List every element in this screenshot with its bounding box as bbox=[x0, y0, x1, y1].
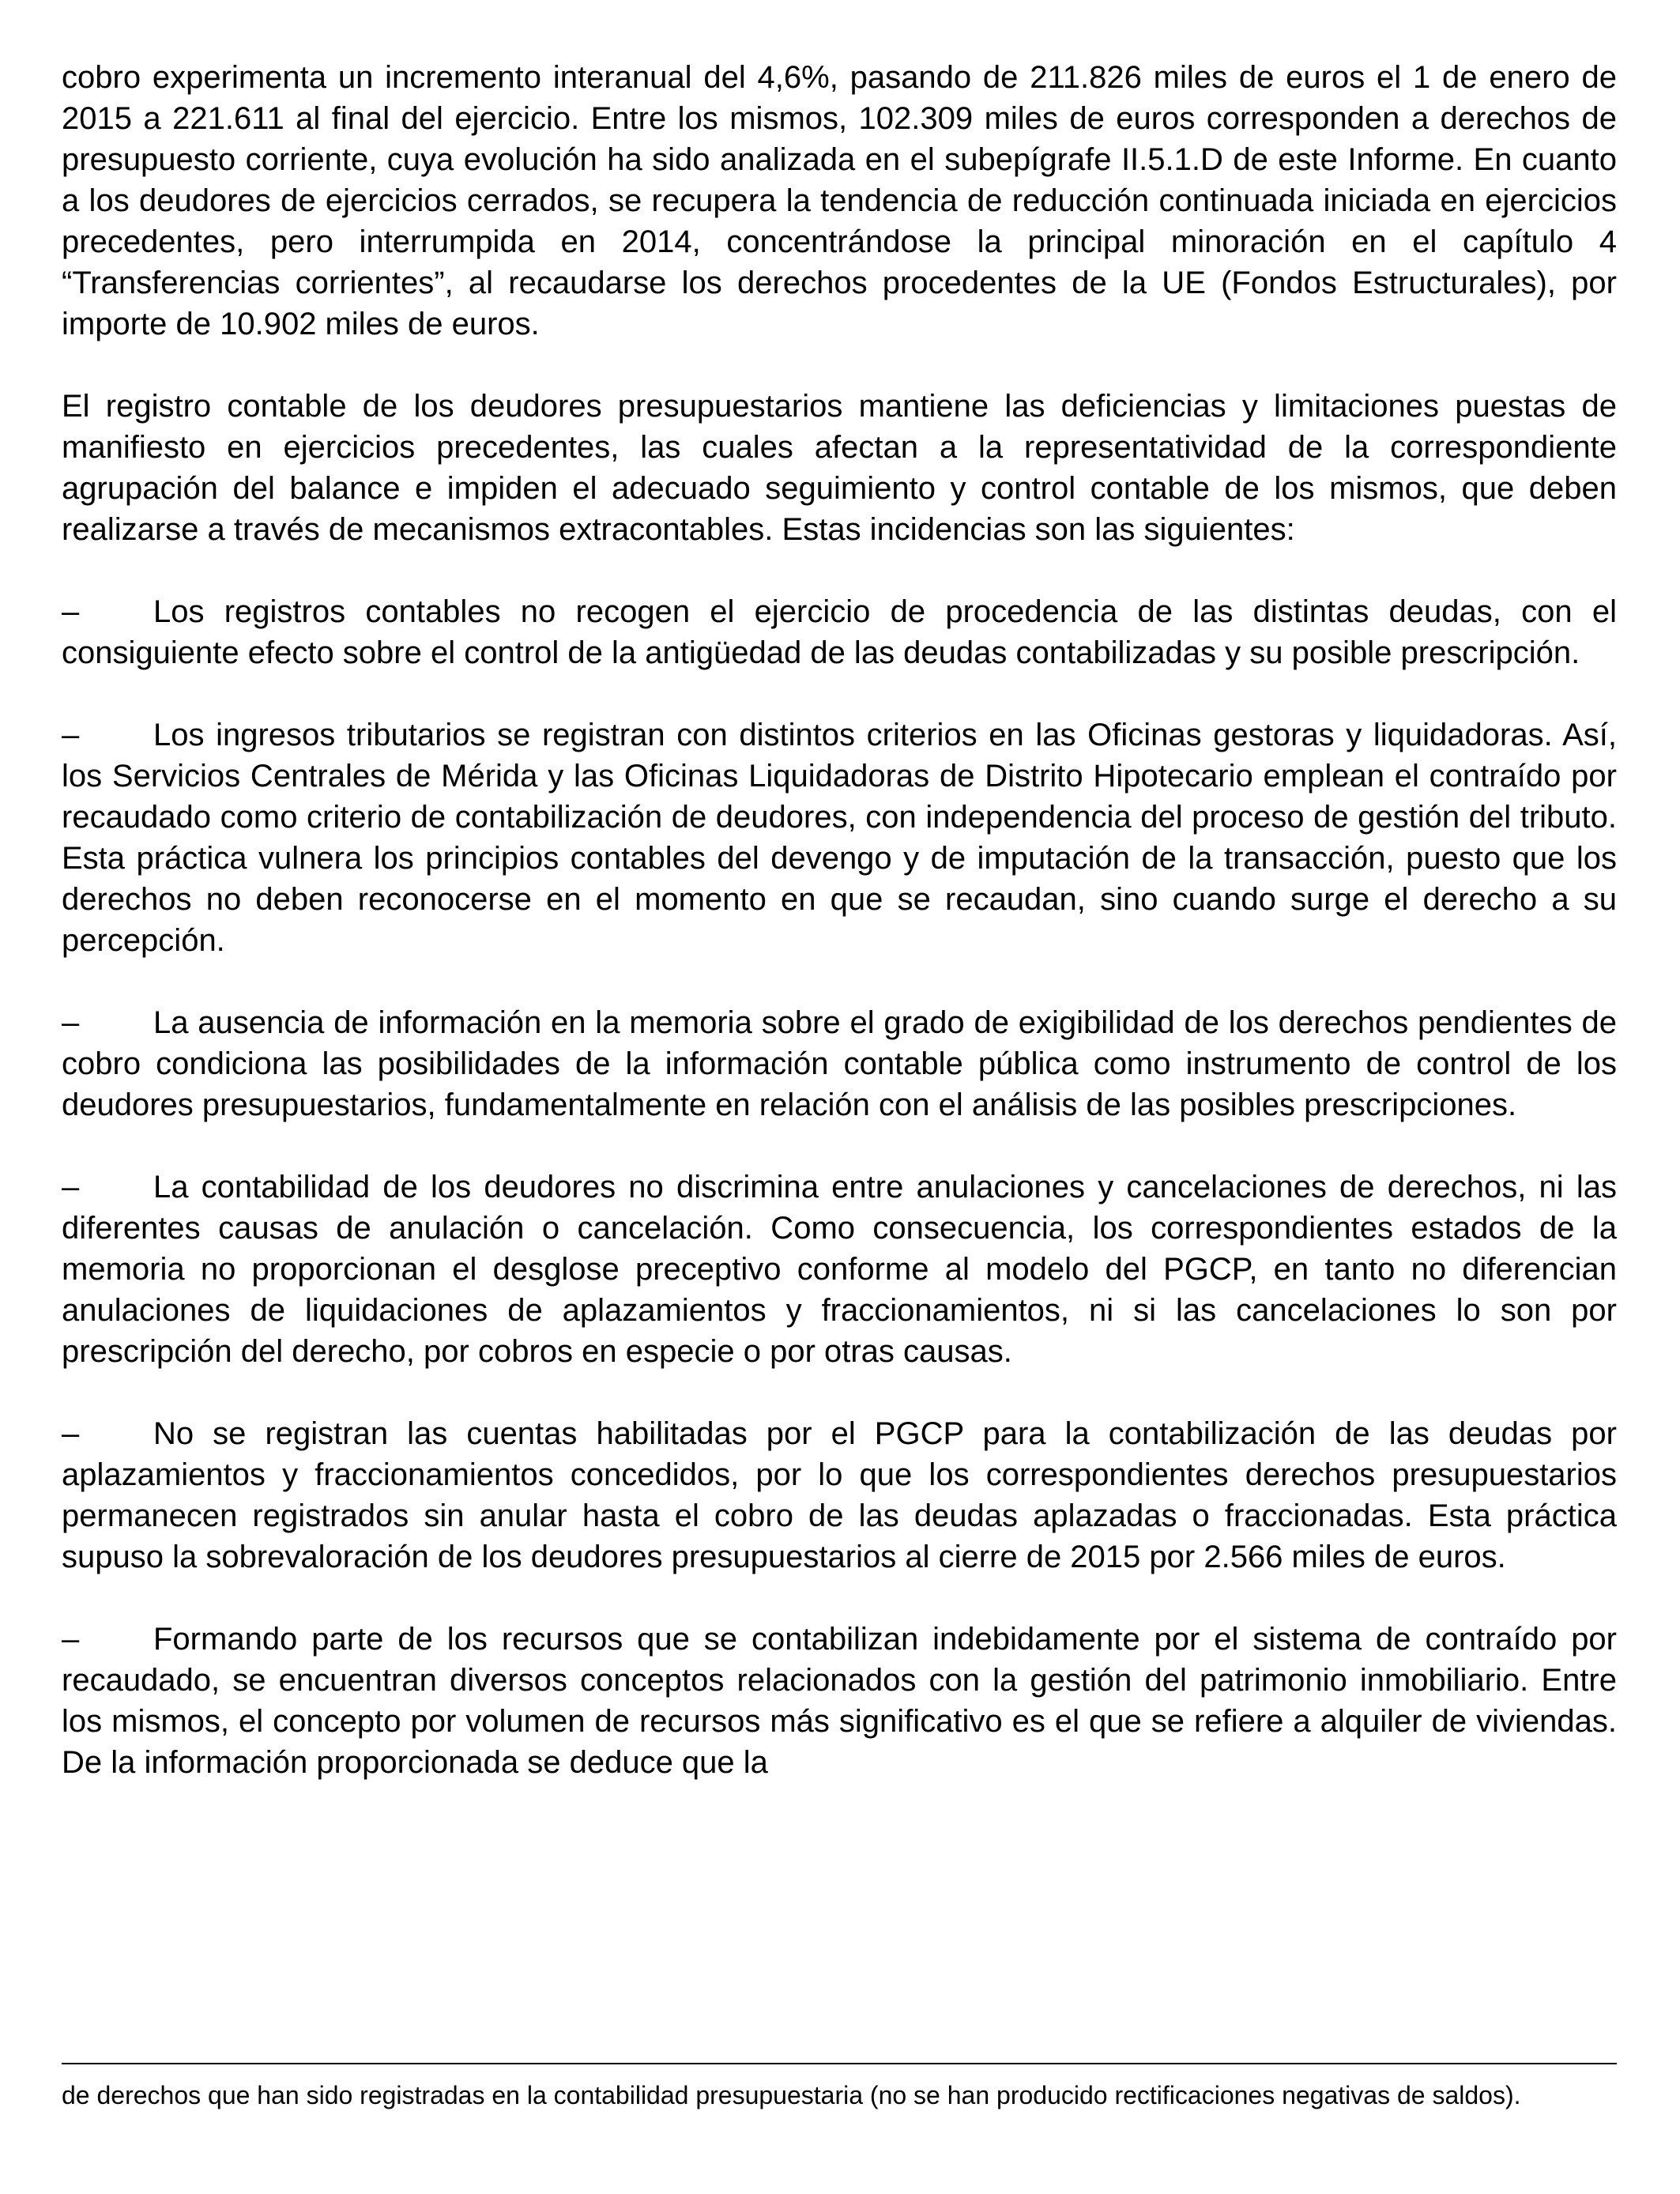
bullet-dash: – bbox=[62, 594, 80, 629]
bullet-text: Formando parte de los recursos que se contabilizan indebidamente por el sistema de contraído por recaudado, se encuentran diversos conceptos relacionados con la gestión del patrimonio inmobiliario. Entre los mismos, el concepto por volumen de recursos más significativo es el que se refiere a alquiler de viviendas. De la información proporcionada se deduce que la bbox=[62, 1622, 1617, 1780]
bullet-item bbox=[62, 714, 1617, 961]
bullet-item bbox=[62, 1413, 1617, 1578]
bullet-text: La contabilidad de los deudores no discrimina entre anulaciones y cancelaciones de derechos, ni las diferentes causas de anulación o cancelación. Como consecuencia, los correspondientes estados de la memoria no proporcionan el desglose preceptivo conforme al modelo del PGCP, en tanto no diferencian anulaciones de liquidaciones de aplazamientos y fraccionamientos, ni si las cancelaciones lo son por prescripción del derecho, por cobros en especie o por otras causas. bbox=[62, 1170, 1617, 1369]
bullet-text: Los ingresos tributarios se registran con distintos criterios en las Oficinas gestoras y liquidadoras. Así, los Servicios Centrales de Mérida y las Oficinas Liquidadoras de Distrito Hipotecario emplean el contraído por recaudado como criterio de contabilización de deudores, con independencia del proceso de gestión del tributo. Esta práctica vulnera los principios contables del devengo y de imputación de la transacción, puesto que los derechos no deben reconocerse en el momento en que se recaudan, sino cuando surge el derecho a su percepción. bbox=[62, 718, 1617, 958]
bullet-text: No se registran las cuentas habilitadas por el PGCP para la contabilización de las deudas por aplazamientos y fraccionamientos concedidos, por lo que los correspondientes derechos presupuestarios permanecen registrados sin anular hasta el cobro de las deudas aplazadas o fraccionadas. Esta práctica supuso la sobrevaloración de los deudores presupuestarios al cierre de 2015 por 2.566 miles de euros. bbox=[62, 1416, 1617, 1574]
paragraph-registro-contable: El registro contable de los deudores presupuestarios mantiene las deficiencias y limitaciones puestas de manifiesto en ejercicios precedentes, las cuales afectan a la representatividad de la correspondiente agrupación del balance e impiden el adecuado seguimiento y control contable de los mismos, que deben realizarse a través de mecanismos extracontables. Estas incidencias son las siguientes: bbox=[62, 389, 1617, 547]
bullet-item bbox=[62, 1167, 1617, 1372]
footnote-divider bbox=[62, 2063, 1617, 2064]
document-body bbox=[62, 57, 1617, 1824]
bullet-dash: – bbox=[62, 1005, 80, 1040]
bullet-dash: – bbox=[62, 718, 80, 752]
bullet-dash: – bbox=[62, 1622, 80, 1657]
bullet-dash: – bbox=[62, 1170, 80, 1204]
paragraph-deudores-evolucion: cobro experimenta un incremento interanual del 4,6%, pasando de 211.826 miles de euros el 1 de enero de 2015 a 221.611 al final del ejercicio. Entre los mismos, 102.309 miles de euros corresponden a derechos de presupuesto corriente, cuya evolución ha sido analizada en el subepígrafe II.5.1.D de este Informe. En cuanto a los deudores de ejercicios cerrados, se recupera la tendencia de reducción continuada iniciada en ejercicios precedentes, pero interrumpida en 2014, concentrándose la principal minoración en el capítulo 4 “Transferencias corrientes”, al recaudarse los derechos procedentes de la UE (Fondos Estructurales), por importe de 10.902 miles de euros. bbox=[62, 60, 1617, 341]
bullet-dash: – bbox=[62, 1416, 80, 1451]
footnote-text: de derechos que han sido registradas en la contabilidad presupuestaria (no se han producido rectificaciones negativas de saldos). bbox=[62, 2081, 1521, 2109]
bullet-text: Los registros contables no recogen el ejercicio de procedencia de las distintas deudas, con el consiguiente efecto sobre el control de la antigüedad de las deudas contabilizadas y su posible prescripción. bbox=[62, 594, 1617, 670]
bullet-item bbox=[62, 1619, 1617, 1783]
bullet-text: La ausencia de información en la memoria sobre el grado de exigibilidad de los derechos pendientes de cobro condiciona las posibilidades de la información contable pública como instrumento de control de los deudores presupuestarios, fundamentalmente en relación con el análisis de las posibles prescripciones. bbox=[62, 1005, 1617, 1122]
bullet-item bbox=[62, 591, 1617, 673]
bullet-item bbox=[62, 1002, 1617, 1125]
